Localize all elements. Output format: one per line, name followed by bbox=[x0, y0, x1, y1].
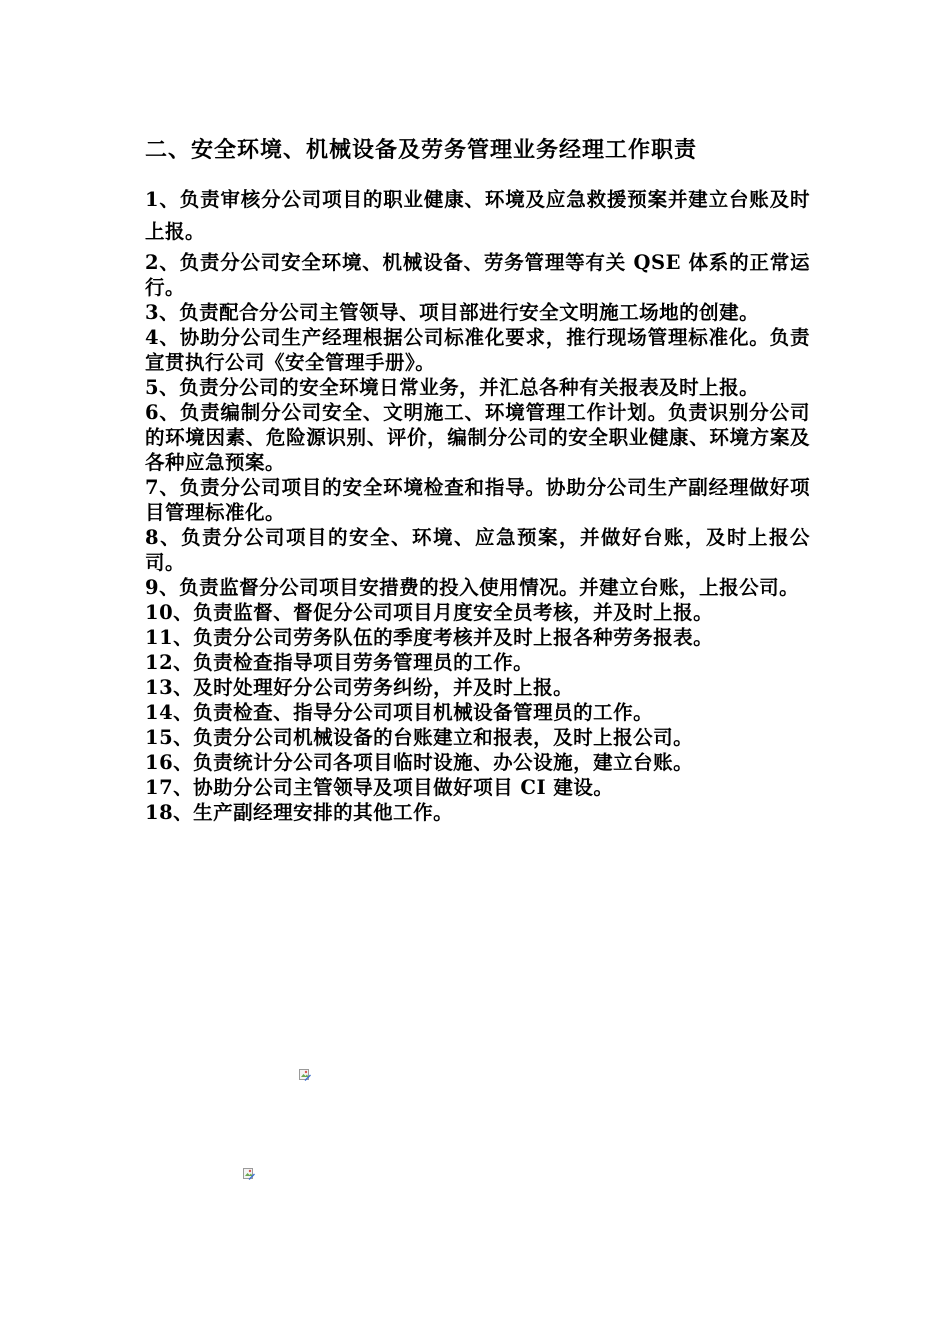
list-item: 4、协助分公司生产经理根据公司标准化要求，推行现场管理标准化。负责宣贯执行公司《安全管理手册》。 bbox=[145, 326, 810, 374]
broken-image-icon bbox=[299, 1069, 311, 1081]
page-title: 二、安全环境、机械设备及劳务管理业务经理工作职责 bbox=[145, 137, 698, 163]
duty-list bbox=[145, 184, 810, 825]
list-item: 13、及时处理好分公司劳务纠纷，并及时上报。 bbox=[145, 676, 574, 699]
list-item: 18、生产副经理安排的其他工作。 bbox=[145, 801, 454, 824]
list-item: 16、负责统计分公司各项目临时设施、办公设施，建立台账。 bbox=[145, 751, 694, 774]
list-item: 12、负责检查指导项目劳务管理员的工作。 bbox=[145, 651, 534, 674]
list-item: 9、负责监督分公司项目安措费的投入使用情况。并建立台账，上报公司。 bbox=[145, 576, 800, 599]
list-item: 8、负责分公司项目的安全、环境、应急预案，并做好台账，及时上报公司。 bbox=[145, 526, 810, 574]
list-item: 15、负责分公司机械设备的台账建立和报表，及时上报公司。 bbox=[145, 726, 694, 749]
list-item: 17、协助分公司主管领导及项目做好项目 CI 建设。 bbox=[145, 776, 614, 799]
list-item: 2、负责分公司安全环境、机械设备、劳务管理等有关 QSE 体系的正常运行。 bbox=[145, 251, 810, 299]
list-item: 1、负责审核分公司项目的职业健康、环境及应急救援预案并建立台账及时上报。 bbox=[145, 188, 810, 243]
list-item: 5、负责分公司的安全环境日常业务，并汇总各种有关报表及时上报。 bbox=[145, 376, 760, 399]
list-item: 10、负责监督、督促分公司项目月度安全员考核，并及时上报。 bbox=[145, 601, 714, 624]
list-item: 7、负责分公司项目的安全环境检查和指导。协助分公司生产副经理做好项目管理标准化。 bbox=[145, 476, 810, 524]
list-item: 3、负责配合分公司主管领导、项目部进行安全文明施工场地的创建。 bbox=[145, 301, 760, 324]
broken-image-icon bbox=[243, 1168, 255, 1180]
list-item: 11、负责分公司劳务队伍的季度考核并及时上报各种劳务报表。 bbox=[145, 626, 714, 649]
list-item: 6、负责编制分公司安全、文明施工、环境管理工作计划。负责识别分公司的环境因素、危险源识别、评价，编制分公司的安全职业健康、环境方案及各种应急预案。 bbox=[145, 401, 810, 474]
list-item: 14、负责检查、指导分公司项目机械设备管理员的工作。 bbox=[145, 701, 654, 724]
